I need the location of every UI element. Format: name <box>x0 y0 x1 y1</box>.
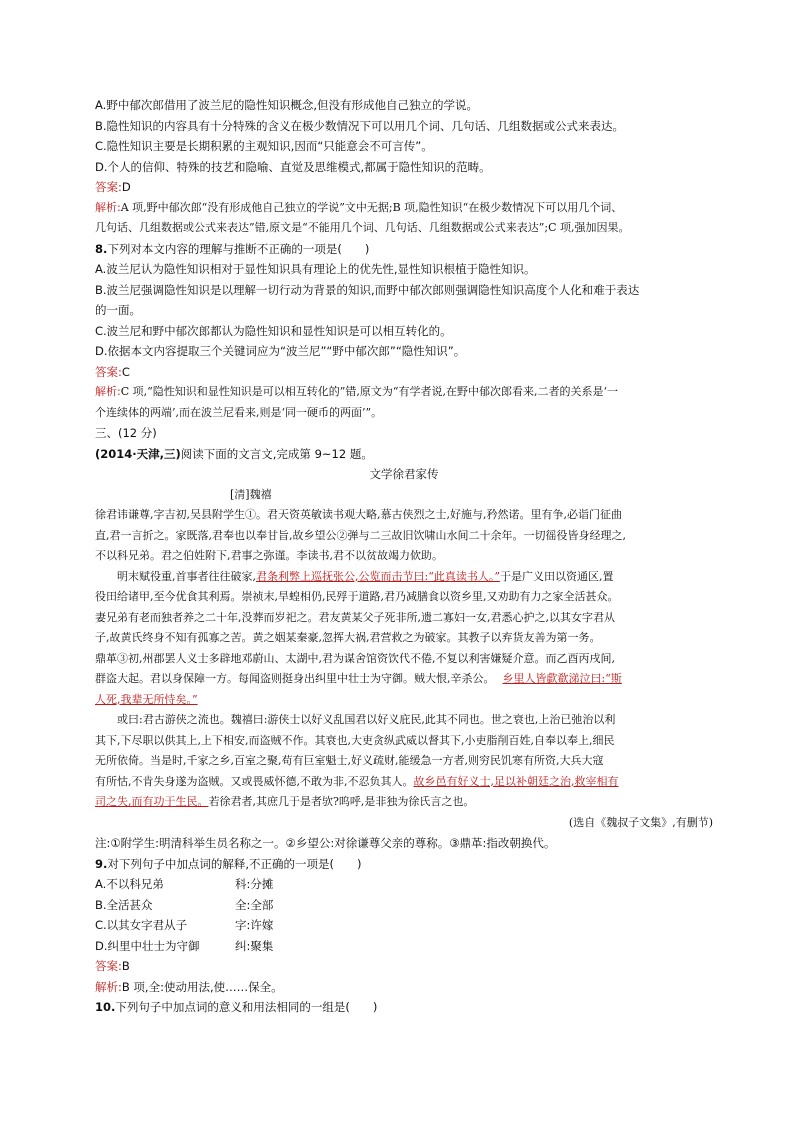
passage-p3-line: 其下,下尽职以供其上,上下相安,而盗贼不作。其衰也,大吏贪纵武威以督其下,小吏脂削百姓,自奉以奉上,细民 <box>95 733 615 747</box>
q9-answer <box>95 956 713 977</box>
passage-text: 有所怙,不肯失身遂为盗贼。又或畏威怀德,不敢为非,不忍负其人。 <box>95 774 414 788</box>
passage-p2-line: 子,故黄氏终身不知有孤寡之苦。黄之姻某秦豪,忽挥大祸,君营救之为破家。其教子以弃货友善为第一务。 <box>95 631 601 644</box>
q8-option-d: D.依据本文内容提取三个关键词应为“波兰尼”“野中郁次郎”“隐性知识”。 <box>95 344 466 358</box>
question-stem: 对下列句子中加点词的解释,不正确的一项是( ) <box>107 856 362 871</box>
passage-p1-line: 直,君一言折之。家既落,君奉也以奉甘旨,故乡望公②弹与二三故旧饮啸山水间二十余年。一切徭役皆身经理之, <box>95 528 626 542</box>
source-tag: (2014·天津,三) <box>95 446 181 461</box>
passage-p3-line: 无所依倚。当是时,千家之乡,百室之聚,苟有巨室魁士,好义疏财,能缓急一方者,则穷民饥寒有所资,大兵大寇 <box>95 754 604 767</box>
q9-stem <box>95 854 713 875</box>
q7-option-c: C.隐性知识主要是长期积累的主观知识,因而“只能意会不可言传”。 <box>95 139 433 153</box>
highlighted-sentence: 乡里人皆歔欷涕泣曰:“斯 <box>502 672 622 685</box>
q7-option-d: D.个人的信仰、特殊的技艺和隐喻、直觉及思维模式,都属于隐性知识的范畴。 <box>95 159 491 174</box>
passage-p1-line: 不以科兄弟。君之伯姓附下,君事之弥谨。李读书,君不以贫故竭力佽助。 <box>95 549 443 562</box>
q7-answer <box>95 177 713 198</box>
passage-p2-line: 妻兄弟有老而独者养之二十年,没葬而岁祀之。君友黄某父子死非所,遗二寡妇一女,君悉心护之,以其女字君从 <box>95 610 615 624</box>
analysis-text: B 项,全:使动用法,使……保全。 <box>121 979 283 994</box>
q8-option-c: C.波兰尼和野中郁次郎都认为隐性知识和显性知识是可以相互转化的。 <box>95 323 452 338</box>
highlighted-sentence: 故乡邑有好义士,足以补朝廷之治,救宰相有 <box>413 774 619 788</box>
passage-text: 群盗大起。君以身保障一方。每闻盗则挺身出纠里中壮士为守御。贼大恨,辛杀公。 <box>95 672 495 685</box>
q8-answer <box>95 362 713 383</box>
analysis-label: 解析: <box>95 979 122 994</box>
question-number: 9. <box>95 856 108 871</box>
passage-source: (选自《魏叔子文集》,有删节) <box>568 815 713 829</box>
passage-body <box>95 505 713 833</box>
q9-analysis <box>95 977 713 998</box>
passage-p2-line <box>95 690 713 711</box>
passage-p3-line <box>95 792 713 813</box>
answer-label: 答案: <box>95 959 122 973</box>
answer-label: 答案: <box>95 180 122 194</box>
q8-analysis-line-1 <box>95 382 713 403</box>
q8-stem <box>95 239 713 260</box>
q8-option-b-cont: 的一面。 <box>95 303 141 317</box>
passage-p2-line: 鼎革③初,州郡罢人义士多辟地邓蔚山、太湖中,君为谋舍馆资饮代不倦,不复以利害嫌疑介意。而乙酉丙戌间, <box>95 651 615 665</box>
q7-analysis-line-2: 几句话、几组数据或公式来表达”错,原文是“不能用几个词、几句话、几组数据或公式来表达”;C 项,强加因果。 <box>95 221 630 234</box>
option-gloss: 科:分摊 <box>235 877 274 891</box>
passage-author: [清]魏禧 <box>230 487 272 501</box>
analysis-label: 解析: <box>95 200 121 214</box>
section-source <box>95 444 713 465</box>
q9-option-d <box>95 936 713 957</box>
option-sentence: A.不以科兄弟 <box>95 877 164 891</box>
answer-value: B <box>121 959 130 973</box>
question-stem: 下列句子中加点词的意义和用法相同的一组是( ) <box>115 1000 378 1014</box>
q8-option-b: B.波兰尼强调隐性知识是以理解一切行动为背景的知识,而野中郁次郎则强调隐性知识高度个人化和难于表达 <box>95 282 640 297</box>
q8-analysis-line-2: 个连续体的两端’,而在波兰尼看来,则是‘同一硬币的两面’”。 <box>95 405 383 419</box>
passage-p2-line <box>95 669 713 690</box>
passage-text: 于是广义田以资通区,置 <box>499 569 614 583</box>
document-page <box>95 95 713 1018</box>
passage-text: 明末赋役重,首事者往往破家, <box>117 569 256 583</box>
footnotes: 注:①附学生:明清科举生员名称之一。②乡望公:对徐谦尊父亲的尊称。③鼎革:指改朝换代。 <box>95 836 556 850</box>
option-sentence: B.全活甚众 <box>95 897 153 912</box>
option-gloss: 全:全部 <box>235 897 274 912</box>
section-heading: 三、(12 分) <box>95 426 157 440</box>
highlighted-sentence: 君条利弊上巡抚张公,公览而击节曰:“此真读书人。” <box>256 569 500 583</box>
question-number: 10. <box>95 1000 116 1014</box>
option-gloss: 字:许嫁 <box>235 918 274 932</box>
passage-p2-line: 役田给诸甲,至今优食其利焉。崇祯末,旱蝗相仍,民殍于道路,君乃减膳食以资乡里,又劝助有力之家全活甚众。 <box>95 590 619 603</box>
question-stem: 下列对本文内容的理解与推断不正确的一项是( ) <box>107 241 370 256</box>
answer-value: D <box>121 180 131 194</box>
highlighted-sentence: 人死,我辈无所恃矣。” <box>95 692 198 706</box>
q10-stem <box>95 997 713 1018</box>
option-gloss: 纠:聚集 <box>235 938 274 953</box>
highlighted-sentence: 司之失,而有功于生民。 <box>95 795 209 808</box>
passage-text: 若徐君者,其庶几于是者欤?呜呼,是非独为徐氏言之也。 <box>208 795 475 808</box>
passage-p2-first-line <box>95 567 713 588</box>
question-number: 8. <box>95 241 108 256</box>
analysis-text: C 项,“隐性知识和显性知识是可以相互转化的”错,原文为“有学者说,在野中郁次郎看来,二者的关系是‘一 <box>120 385 618 398</box>
source-instruction: 阅读下面的文言文,完成第 9~12 题。 <box>180 446 373 461</box>
answer-value: C <box>121 364 130 379</box>
q7-analysis-line-1 <box>95 198 713 219</box>
q7-option-a: A.野中郁次郎借用了波兰尼的隐性知识概念,但没有形成他自己独立的学说。 <box>95 98 478 112</box>
answer-label: 答案: <box>95 364 122 379</box>
analysis-text: A 项,野中郁次郎“没有形成他自己独立的学说”文中无据;B 项,隐性知识“在极少数情况下可以用几个词、 <box>120 200 623 214</box>
q9-option-c <box>95 915 713 936</box>
q8-option-a: A.波兰尼认为隐性知识相对于显性知识具有理论上的优先性,显性知识根植于隐性知识。 <box>95 262 536 276</box>
q9-option-a <box>95 874 713 895</box>
passage-p3-line: 或曰:君古游侠之流也。魏禧曰:游侠士以好义乱国君以好义庇民,此其不同也。世之衰也,上治已弛治以利 <box>117 713 616 726</box>
q9-option-b <box>95 895 713 916</box>
passage-p3-line <box>95 772 713 793</box>
analysis-label: 解析: <box>95 385 121 398</box>
option-sentence: C.以其女字君从子 <box>95 918 188 932</box>
q7-options <box>95 95 713 177</box>
passage-p1-line: 徐君讳谦尊,字吉初,吴县附学生①。君天资英敏读书观大略,慕古侠烈之士,好施与,矜然诺。里有争,必诣门征曲 <box>95 508 622 521</box>
passage-title: 文学徐君家传 <box>369 467 439 481</box>
q7-option-b: B.隐性知识的内容具有十分特殊的含义在极少数情况下可以用几个词、几句话、几组数据或公式来表达。 <box>95 118 625 133</box>
option-sentence: D.纠里中壮士为守御 <box>95 938 200 953</box>
